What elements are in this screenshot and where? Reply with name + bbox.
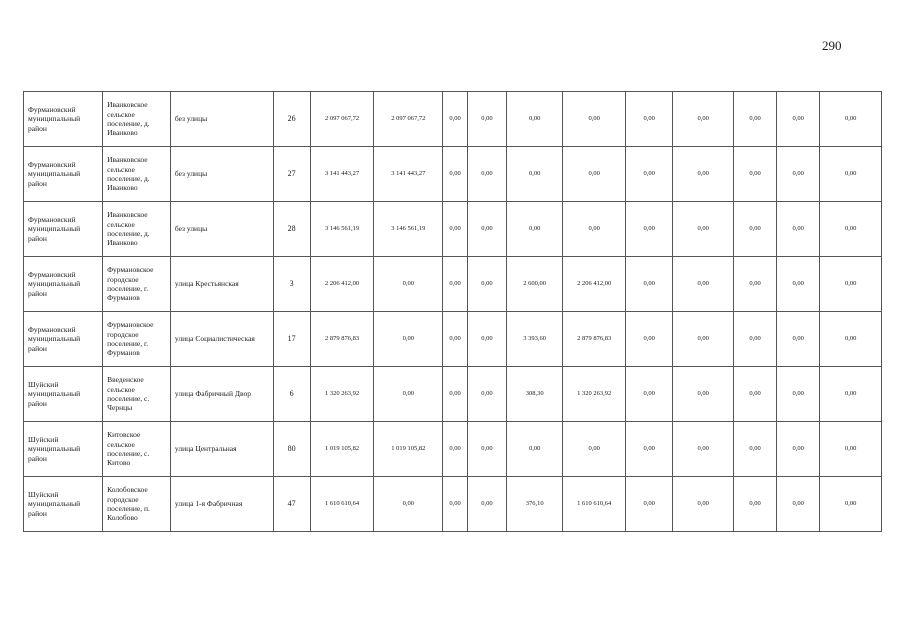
value-cell-7: 0,00 [626,367,673,422]
value-cell-10: 0,00 [777,312,820,367]
value-cell-8: 0,00 [673,477,734,532]
table-row [24,257,882,312]
district-cell: Фурмановский муниципальный район [24,92,103,147]
house-number-cell: 17 [273,312,310,367]
value-cell-9: 0,00 [733,312,776,367]
street-cell: без улицы [170,147,273,202]
value-cell-2: 3 141 443,27 [374,147,443,202]
value-cell-5: 2 600,00 [506,257,563,312]
value-cell-2: 2 097 067,72 [374,92,443,147]
table-row [24,367,882,422]
value-cell-11: 0,00 [820,257,882,312]
value-cell-7: 0,00 [626,202,673,257]
value-cell-11: 0,00 [820,202,882,257]
value-cell-10: 0,00 [777,202,820,257]
value-cell-10: 0,00 [777,477,820,532]
district-cell: Фурмановский муниципальный район [24,147,103,202]
value-cell-7: 0,00 [626,257,673,312]
value-cell-4: 0,00 [467,367,506,422]
value-cell-9: 0,00 [733,257,776,312]
value-cell-11: 0,00 [820,312,882,367]
house-number-cell: 28 [273,202,310,257]
value-cell-8: 0,00 [673,367,734,422]
value-cell-9: 0,00 [733,92,776,147]
settlement-cell: Иванковское сельское поселение, д. Иванково [103,92,171,147]
street-cell: улица Крестьянская [170,257,273,312]
value-cell-10: 0,00 [777,257,820,312]
value-cell-7: 0,00 [626,477,673,532]
street-cell: улица 1-я Фабричная [170,477,273,532]
value-cell-1: 1 019 105,82 [310,422,374,477]
value-cell-5: 3 393,60 [506,312,563,367]
district-cell: Фурмановский муниципальный район [24,312,103,367]
street-cell: без улицы [170,202,273,257]
settlement-cell: Китовское сельское поселение, с. Китово [103,422,171,477]
value-cell-6: 2 879 876,83 [563,312,626,367]
house-number-cell: 6 [273,367,310,422]
value-cell-7: 0,00 [626,422,673,477]
district-cell: Фурмановский муниципальный район [24,202,103,257]
value-cell-1: 1 320 263,92 [310,367,374,422]
value-cell-2: 0,00 [374,477,443,532]
value-cell-11: 0,00 [820,92,882,147]
value-cell-3: 0,00 [443,312,468,367]
value-cell-8: 0,00 [673,422,734,477]
value-cell-3: 0,00 [443,422,468,477]
value-cell-10: 0,00 [777,367,820,422]
value-cell-7: 0,00 [626,147,673,202]
value-cell-1: 3 146 561,19 [310,202,374,257]
street-cell: улица Фабричный Двор [170,367,273,422]
value-cell-1: 2 206 412,00 [310,257,374,312]
value-cell-2: 0,00 [374,312,443,367]
house-number-cell: 26 [273,92,310,147]
district-cell: Шуйский муниципальный район [24,422,103,477]
value-cell-3: 0,00 [443,147,468,202]
settlement-cell: Иванковское сельское поселение, д. Иванково [103,202,171,257]
value-cell-6: 1 610 610,64 [563,477,626,532]
value-cell-6: 0,00 [563,147,626,202]
value-cell-11: 0,00 [820,477,882,532]
page-number: 290 [822,38,842,53]
settlement-cell: Введенское сельское поселение, с. Чернцы [103,367,171,422]
table-row [24,92,882,147]
value-cell-2: 1 019 105,82 [374,422,443,477]
value-cell-8: 0,00 [673,147,734,202]
value-cell-5: 0,00 [506,202,563,257]
registry-table [23,91,882,532]
value-cell-4: 0,00 [467,202,506,257]
value-cell-4: 0,00 [467,477,506,532]
house-number-cell: 3 [273,257,310,312]
house-number-cell: 27 [273,147,310,202]
value-cell-2: 0,00 [374,257,443,312]
table-row [24,477,882,532]
value-cell-6: 0,00 [563,202,626,257]
settlement-cell: Иванковское сельское поселение, д. Иванково [103,147,171,202]
district-cell: Шуйский муниципальный район [24,367,103,422]
value-cell-2: 3 146 561,19 [374,202,443,257]
table-row [24,147,882,202]
value-cell-4: 0,00 [467,92,506,147]
value-cell-3: 0,00 [443,202,468,257]
table-body [24,92,882,532]
value-cell-10: 0,00 [777,147,820,202]
table-row [24,202,882,257]
value-cell-8: 0,00 [673,257,734,312]
value-cell-4: 0,00 [467,312,506,367]
district-cell: Фурмановский муниципальный район [24,257,103,312]
value-cell-4: 0,00 [467,147,506,202]
value-cell-8: 0,00 [673,312,734,367]
value-cell-11: 0,00 [820,147,882,202]
value-cell-9: 0,00 [733,367,776,422]
value-cell-5: 308,30 [506,367,563,422]
house-number-cell: 47 [273,477,310,532]
value-cell-9: 0,00 [733,202,776,257]
value-cell-9: 0,00 [733,422,776,477]
settlement-cell: Фурмановское городское поселение, г. Фурманов [103,312,171,367]
table-row [24,312,882,367]
value-cell-10: 0,00 [777,92,820,147]
value-cell-2: 0,00 [374,367,443,422]
value-cell-6: 2 206 412,00 [563,257,626,312]
value-cell-5: 376,10 [506,477,563,532]
value-cell-1: 3 141 443,27 [310,147,374,202]
value-cell-6: 0,00 [563,92,626,147]
value-cell-6: 0,00 [563,422,626,477]
value-cell-1: 1 610 610,64 [310,477,374,532]
value-cell-7: 0,00 [626,92,673,147]
value-cell-1: 2 879 876,83 [310,312,374,367]
value-cell-9: 0,00 [733,147,776,202]
value-cell-5: 0,00 [506,92,563,147]
value-cell-5: 0,00 [506,422,563,477]
value-cell-4: 0,00 [467,257,506,312]
value-cell-3: 0,00 [443,257,468,312]
value-cell-8: 0,00 [673,202,734,257]
house-number-cell: 80 [273,422,310,477]
value-cell-6: 1 320 263,92 [563,367,626,422]
value-cell-4: 0,00 [467,422,506,477]
value-cell-3: 0,00 [443,367,468,422]
street-cell: улица Центральная [170,422,273,477]
value-cell-7: 0,00 [626,312,673,367]
street-cell: без улицы [170,92,273,147]
settlement-cell: Колобовское городское поселение, п. Колобово [103,477,171,532]
value-cell-3: 0,00 [443,477,468,532]
district-cell: Шуйский муниципальный район [24,477,103,532]
table-row [24,422,882,477]
street-cell: улица Социалистическая [170,312,273,367]
value-cell-3: 0,00 [443,92,468,147]
value-cell-8: 0,00 [673,92,734,147]
value-cell-11: 0,00 [820,422,882,477]
value-cell-10: 0,00 [777,422,820,477]
value-cell-1: 2 097 067,72 [310,92,374,147]
settlement-cell: Фурмановское городское поселение, г. Фурманов [103,257,171,312]
value-cell-5: 0,00 [506,147,563,202]
value-cell-9: 0,00 [733,477,776,532]
value-cell-11: 0,00 [820,367,882,422]
